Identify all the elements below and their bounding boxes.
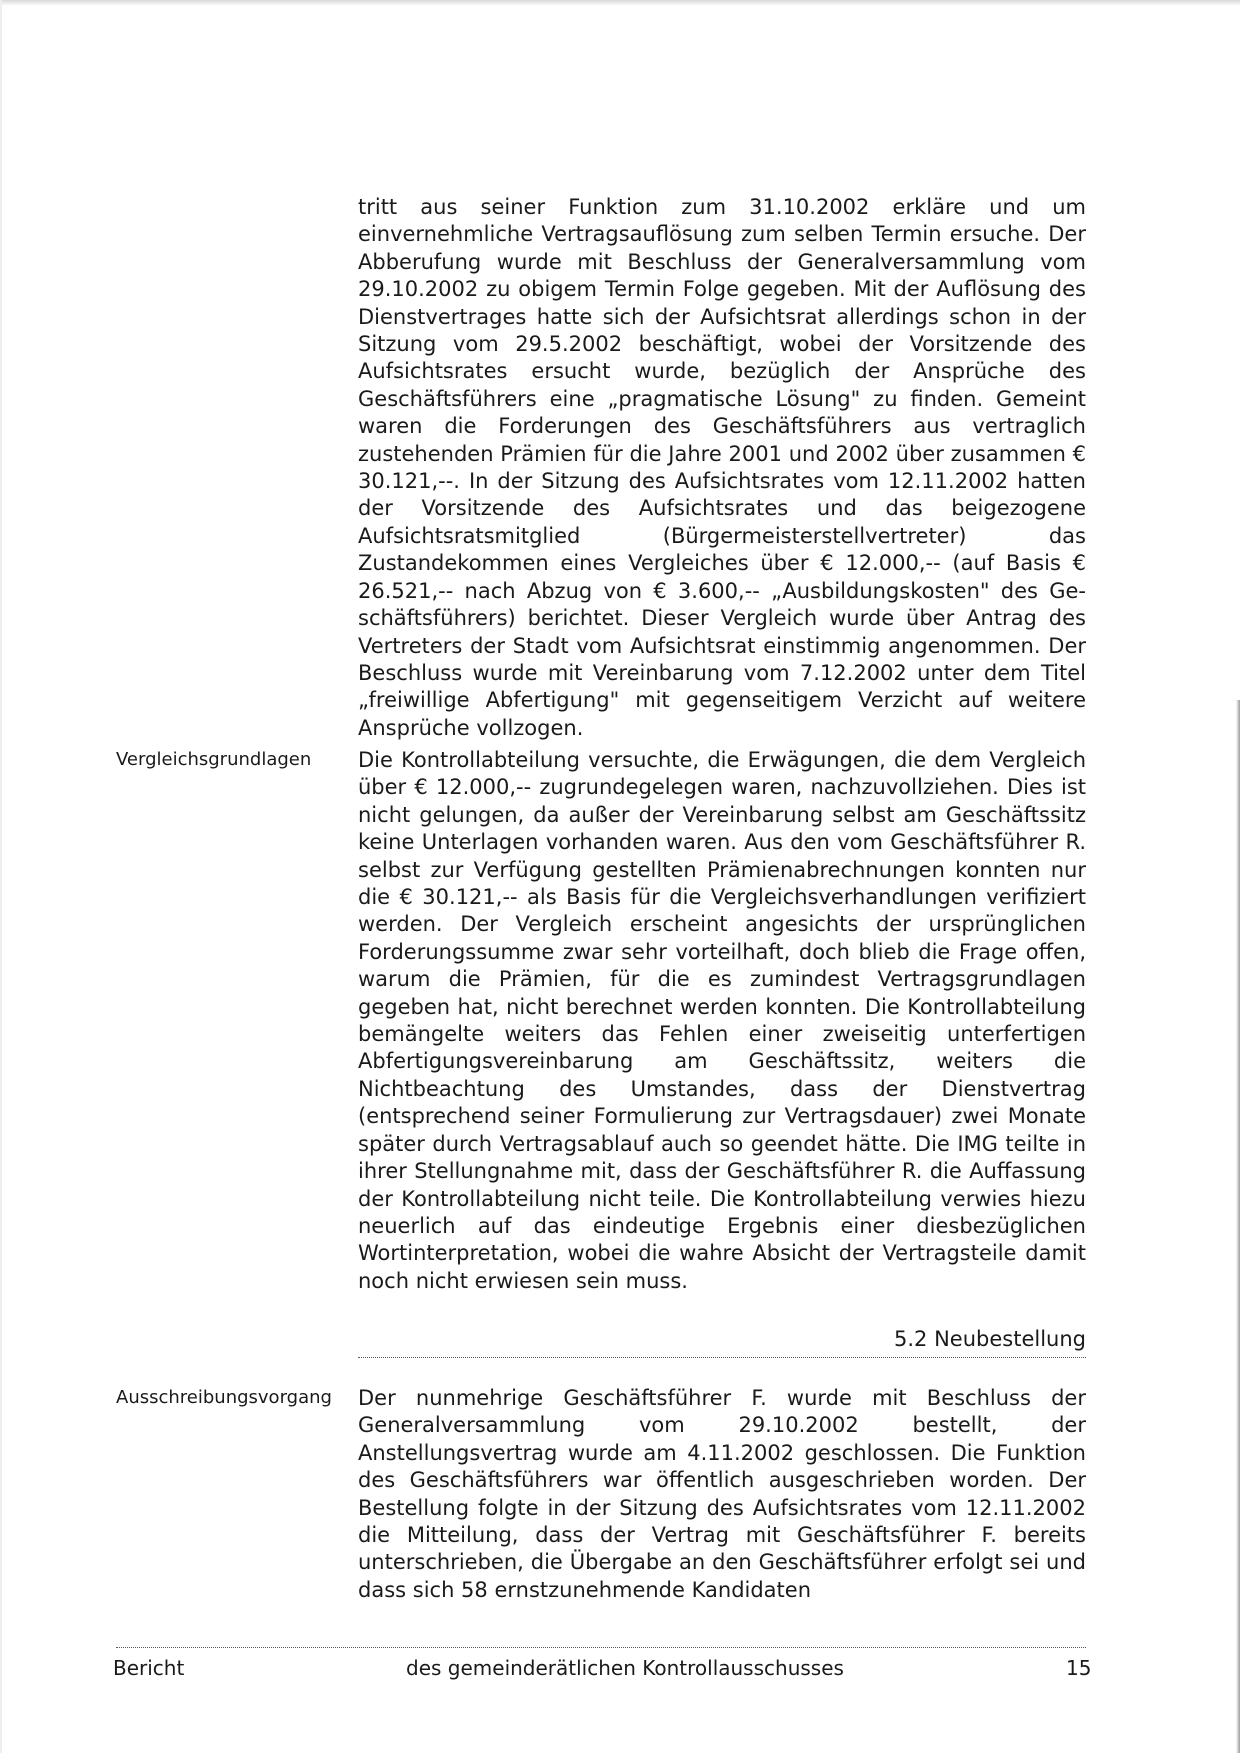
scan-edge-top bbox=[0, 0, 1240, 6]
body-paragraph-3: Der nunmehrige Geschäftsführer F. wurde mit Beschluss der Generalversammlung vom 29.10.2002 bestellt, der Anstellungsvertrag wurde am 4.11.2002 geschlossen. Die Funktion des Geschäftsführers war öffentlich ausgeschrieben worden. Der Bestellung folgte in der Sitzung des Aufsichtsrates vom 12.11.2002 die Mitteilung, dass der Vertrag mit Geschäftsführer F. bereits unterschrieben, die Übergabe an den Geschäftsführer erfolgt sei und dass sich 58 ernstzunehmende Kandidaten bbox=[358, 1386, 1086, 1602]
body-paragraph-2: Die Kontrollabteilung versuchte, die Erwägungen, die dem Vergleich über € 12.000,-- zugrundegelegen waren, nachzuvollziehen. Dies ist nicht gelungen, da außer der Vereinbarung selbst am Geschäftssitz keine Unterlagen vorhanden waren. Aus den vom Geschäftsführer R. selbst zur Verfügung gestellten Prämienabrechnungen konnten nur die € 30.121,-- als Basis für die Vergleichsverhandlungen verifiziert werden. Der Vergleich erscheint angesichts der ursprünglichen Forderungssumme zwar sehr vorteilhaft, doch blieb die Frage offen, warum die Prämien, für die es zumindest Vertragsgrundlagen gegeben hat, nicht berechnet werden konnten. Die Kontrollabteilung bemängelte weiters das Fehlen einer zweiseitig unterfertigen Abfertigungsvereinbarung am Geschäftssitz, weiters die Nichtbeachtung des Umstandes, dass der Dienstvertrag (entsprechend seiner Formulierung zur Vertragsdauer) zwei Monate später durch Vertragsablauf auch so geendet hätte. Die IMG teilte in ihrer Stellungnahme mit, dass der Geschäftsführer R. die Auffassung der Kontrollabteilung nicht teile. Die Kontrollabteilung verwies hiezu neuerlich auf das eindeutige Ergebnis einer diesbezüglichen Wortinterpretation, wobei die wahre Absicht der Vertragsteile damit noch nicht erwiesen sein muss. bbox=[358, 748, 1086, 1293]
body-paragraph-1: tritt aus seiner Funktion zum 31.10.2002 erkläre und um einvernehmliche Vertragsauflösung zum selben Termin ersuche. Der Abberufung wurde mit Beschluss der Generalversammlung vom 29.10.2002 zu obigem Termin Folge gegeben. Mit der Auflösung des Dienstvertrages hatte sich der Aufsichtsrat allerdings schon in der Sitzung vom 29.5.2002 beschäftigt, wobei der Vorsitzende des Aufsichtsrates ersucht wurde, bezüglich der Ansprüche des Geschäftsführers eine „pragmatische Lösung" zu finden. Gemeint waren die Forderungen des Geschäftsführers aus vertraglich zustehenden Prämien für die Jahre 2001 und 2002 über zusammen € 30.121,--. In der Sitzung des Aufsichtsrates vom 12.11.2002 hatten der Vorsitzende des Aufsichtsrates und das beigezogene Aufsichtsratsmitglied (Bürgermeisterstellvertreter) das Zustandekommen eines Vergleiches über € 12.000,-- (auf Basis € 26.521,-- nach Abzug von € 3.600,-- „Ausbildungskosten" des Geschäftsführers) berichtet. Dieser Vergleich wurde über Antrag des Vertreters der Stadt vom Aufsichtsrat einstimmig angenommen. Der Beschluss wurde mit Vereinbarung vom 7.12.2002 unter dem Titel „freiwillige Abfertigung" mit gegenseitigem Verzicht auf weitere Ansprüche vollzogen. bbox=[358, 195, 1086, 740]
margin-label-ausschreibungsvorgang: Ausschreibungsvorgang bbox=[116, 1387, 332, 1408]
page-number: 15 bbox=[1066, 1656, 1092, 1680]
section-divider bbox=[358, 1357, 1086, 1358]
footer-committee-label: des gemeinderätlichen Kontrollausschusses bbox=[406, 1656, 844, 1680]
scan-edge-left bbox=[0, 0, 2, 1753]
footer-report-label: Bericht bbox=[113, 1656, 185, 1680]
section-heading: 5.2 Neubestellung bbox=[894, 1327, 1086, 1351]
scan-edge-right bbox=[1236, 700, 1240, 1753]
footer-divider bbox=[116, 1647, 1086, 1648]
margin-label-vergleichsgrundlagen: Vergleichsgrundlagen bbox=[116, 749, 312, 770]
